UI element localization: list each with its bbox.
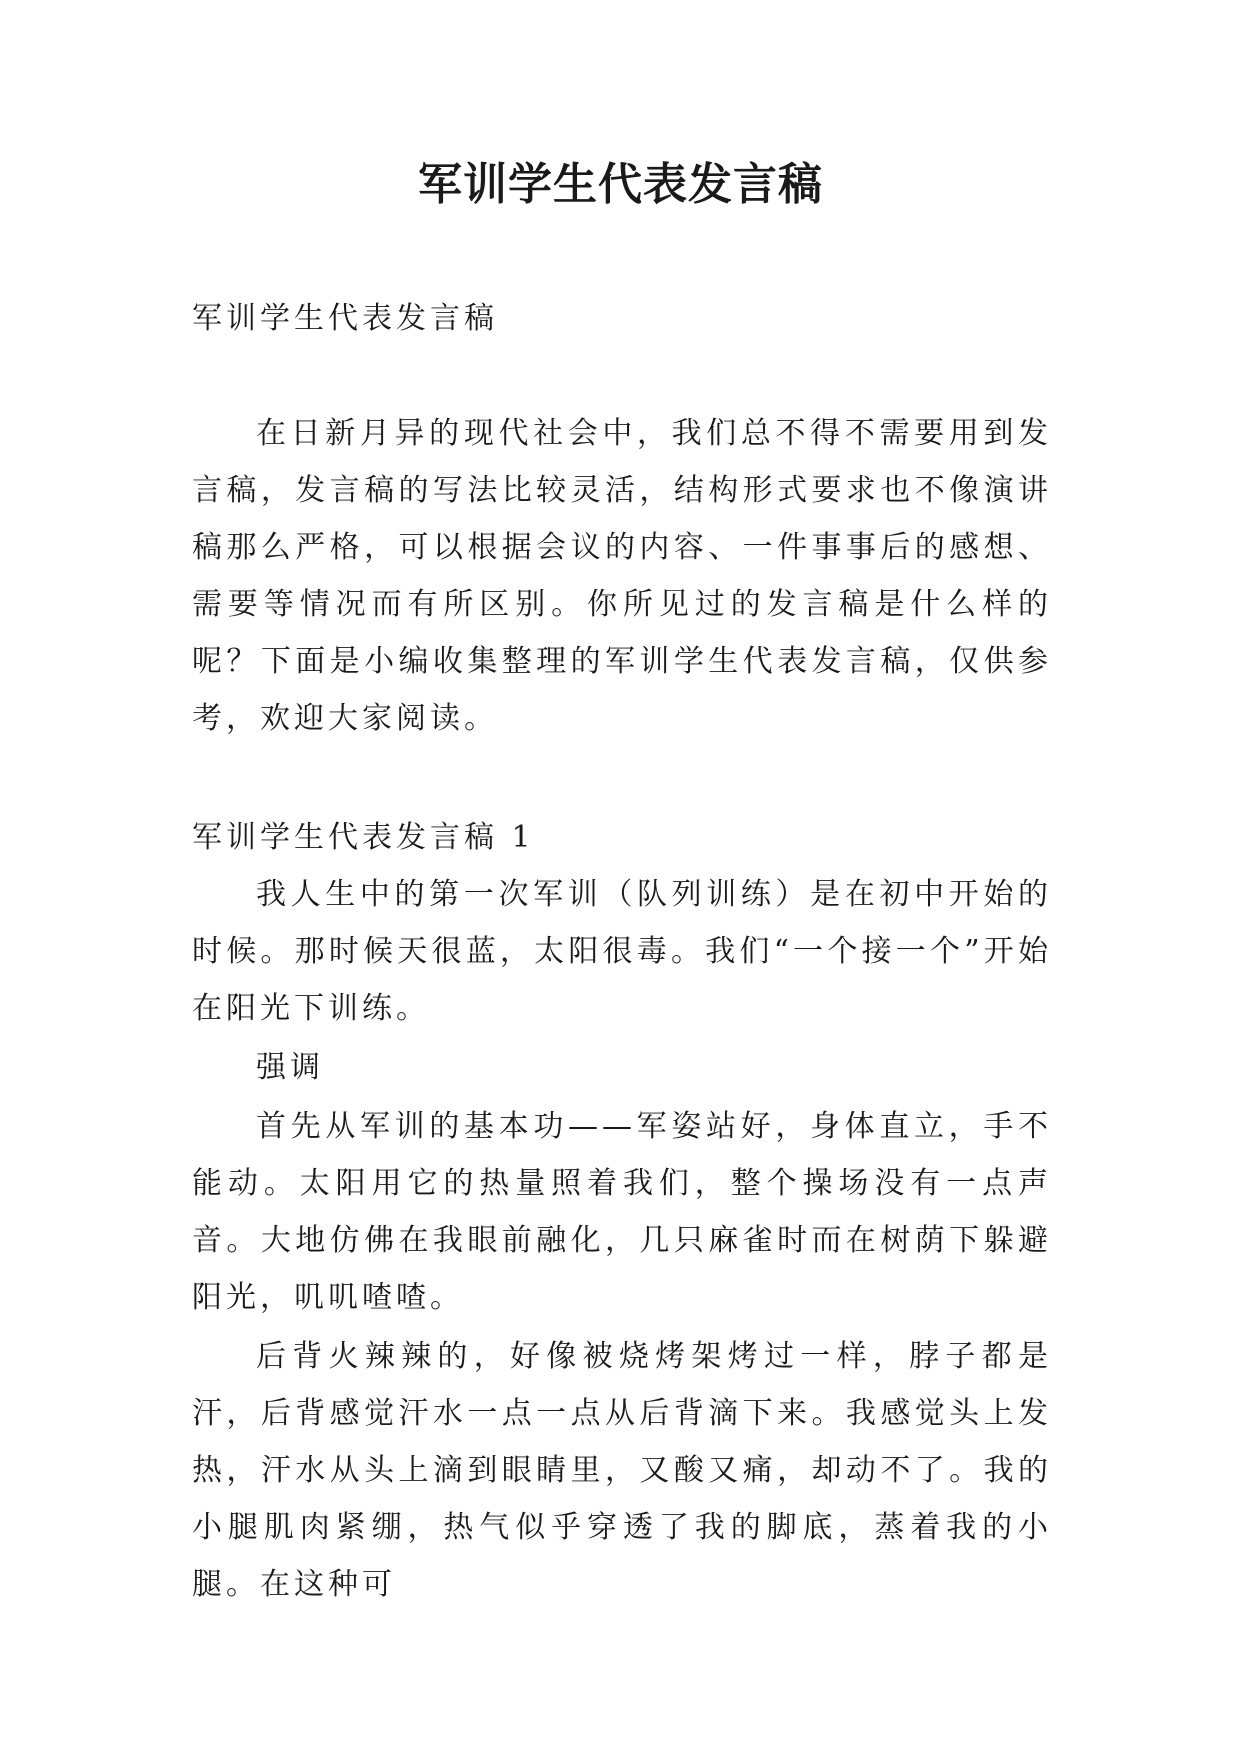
body-paragraph: 首先从军训的基本功——军姿站好，身体直立，手不能动。太阳用它的热量照着我们，整个操场没有一点声音。大地仿佛在我眼前融化，几只麻雀时而在树荫下躲避阳光，叽叽喳喳。 — [192, 1109, 1052, 1315]
body-paragraph: 强调 — [256, 1050, 324, 1085]
body-paragraph: 后背火辣辣的，好像被烧烤架烤过一样，脖子都是汗，后背感觉汗水一点一点从后背滴下来。我感觉头上发热，汗水从头上滴到眼睛里，又酸又痛，却动不了。我的小腿肌肉紧绷，热气似乎穿透了我的脚底，蒸着我的小腿。在这种可 — [192, 1339, 1052, 1602]
document-title: 军训学生代表发言稿 — [418, 159, 823, 210]
intro-paragraph: 在日新月异的现代社会中，我们总不得不需要用到发言稿，发言稿的写法比较灵活，结构形式要求也不像演讲稿那么严格，可以根据会议的内容、一件事事后的感想、需要等情况而有所区别。你所见过的发言稿是什么样的呢？下面是小编收集整理的军训学生代表发言稿，仅供参考，欢迎大家阅读。 — [192, 416, 1052, 736]
document-subtitle: 军训学生代表发言稿 — [192, 301, 498, 336]
section-heading: 军训学生代表发言稿 1 — [192, 820, 535, 855]
document-body — [192, 290, 1052, 1613]
body-paragraph: 我人生中的第一次军训（队列训练）是在初中开始的时候。那时候天很蓝，太阳很毒。我们“一个接一个”开始在阳光下训练。 — [192, 877, 1052, 1026]
